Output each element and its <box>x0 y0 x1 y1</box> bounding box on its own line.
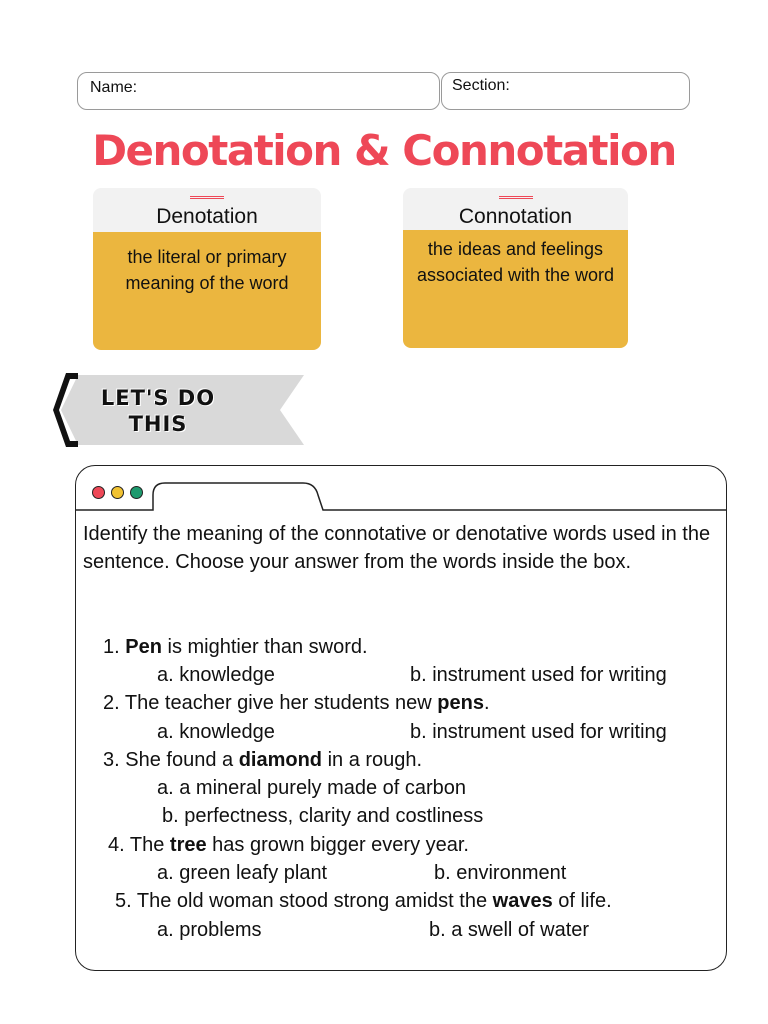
card-dash-decoration <box>190 196 224 199</box>
question-keyword: diamond <box>238 749 323 771</box>
question-number: 5. <box>115 890 132 912</box>
window-tab-decoration <box>75 465 727 525</box>
section-field[interactable] <box>441 72 690 110</box>
denotation-heading: Denotation <box>156 205 258 228</box>
question-number: 3. <box>103 749 120 771</box>
question-number: 2. <box>103 692 120 714</box>
section-label: Section: <box>452 77 510 94</box>
instructions <box>83 520 723 576</box>
banner-text <box>88 385 228 437</box>
question-text: . <box>483 692 490 714</box>
denotation-card-header <box>93 188 321 232</box>
q1-choice-a[interactable]: a. knowledge <box>157 664 275 686</box>
name-label: Name: <box>90 79 138 96</box>
green-dot-icon <box>130 486 143 499</box>
question-keyword: Pen <box>125 636 162 658</box>
yellow-dot-icon <box>111 486 124 499</box>
q2-choice-b[interactable]: b. instrument used for writing <box>410 721 667 743</box>
banner-line-2: THIS <box>128 412 188 436</box>
question-text: The <box>129 834 170 856</box>
question-text: in a rough. <box>322 749 423 771</box>
card-dash-decoration <box>499 196 533 199</box>
connotation-heading: Connotation <box>458 205 573 228</box>
question-3 <box>103 749 422 772</box>
question-1 <box>103 636 368 659</box>
question-keyword: tree <box>169 834 207 856</box>
red-dot-icon <box>92 486 105 499</box>
question-text: of life. <box>552 890 612 912</box>
connotation-definition: the ideas and feelings associated with the word <box>403 230 628 348</box>
q4-choice-a[interactable]: a. green leafy plant <box>157 862 328 884</box>
q3-choice-a[interactable]: a. a mineral purely made of carbon <box>157 777 467 799</box>
question-keyword: waves <box>492 890 553 912</box>
question-4 <box>108 834 469 857</box>
name-field[interactable] <box>77 72 440 110</box>
connotation-card <box>403 188 628 348</box>
q5-choice-b[interactable]: b. a swell of water <box>429 919 590 941</box>
q2-choice-a[interactable]: a. knowledge <box>157 721 275 743</box>
denotation-definition: the literal or primary meaning of the word <box>93 232 321 350</box>
instructions-text: Identify the meaning of the connotative or denotative words used in the sentence. Choose your answer from the words inside the box. <box>83 523 711 574</box>
question-number: 4. <box>108 834 125 856</box>
question-2 <box>103 692 490 715</box>
connotation-card-header <box>403 188 628 230</box>
question-number: 1. <box>103 636 120 658</box>
denotation-card <box>93 188 321 350</box>
question-text: The old woman stood strong amidst the <box>136 890 493 912</box>
q1-choice-b[interactable]: b. instrument used for writing <box>410 664 667 686</box>
q3-choice-b[interactable]: b. perfectness, clarity and costliness <box>162 805 484 827</box>
question-text: is mightier than sword. <box>161 636 368 658</box>
question-text: The teacher give her students new <box>124 692 438 714</box>
question-text: She found a <box>125 749 239 771</box>
q5-choice-a[interactable]: a. problems <box>157 919 262 941</box>
question-5 <box>115 890 612 913</box>
q4-choice-b[interactable]: b. environment <box>434 862 567 884</box>
question-keyword: pens <box>437 692 484 714</box>
page-title: Denotation & Connotation <box>92 126 676 175</box>
question-text: has grown bigger every year. <box>206 834 469 856</box>
banner-line-1: LET'S DO <box>100 386 216 410</box>
